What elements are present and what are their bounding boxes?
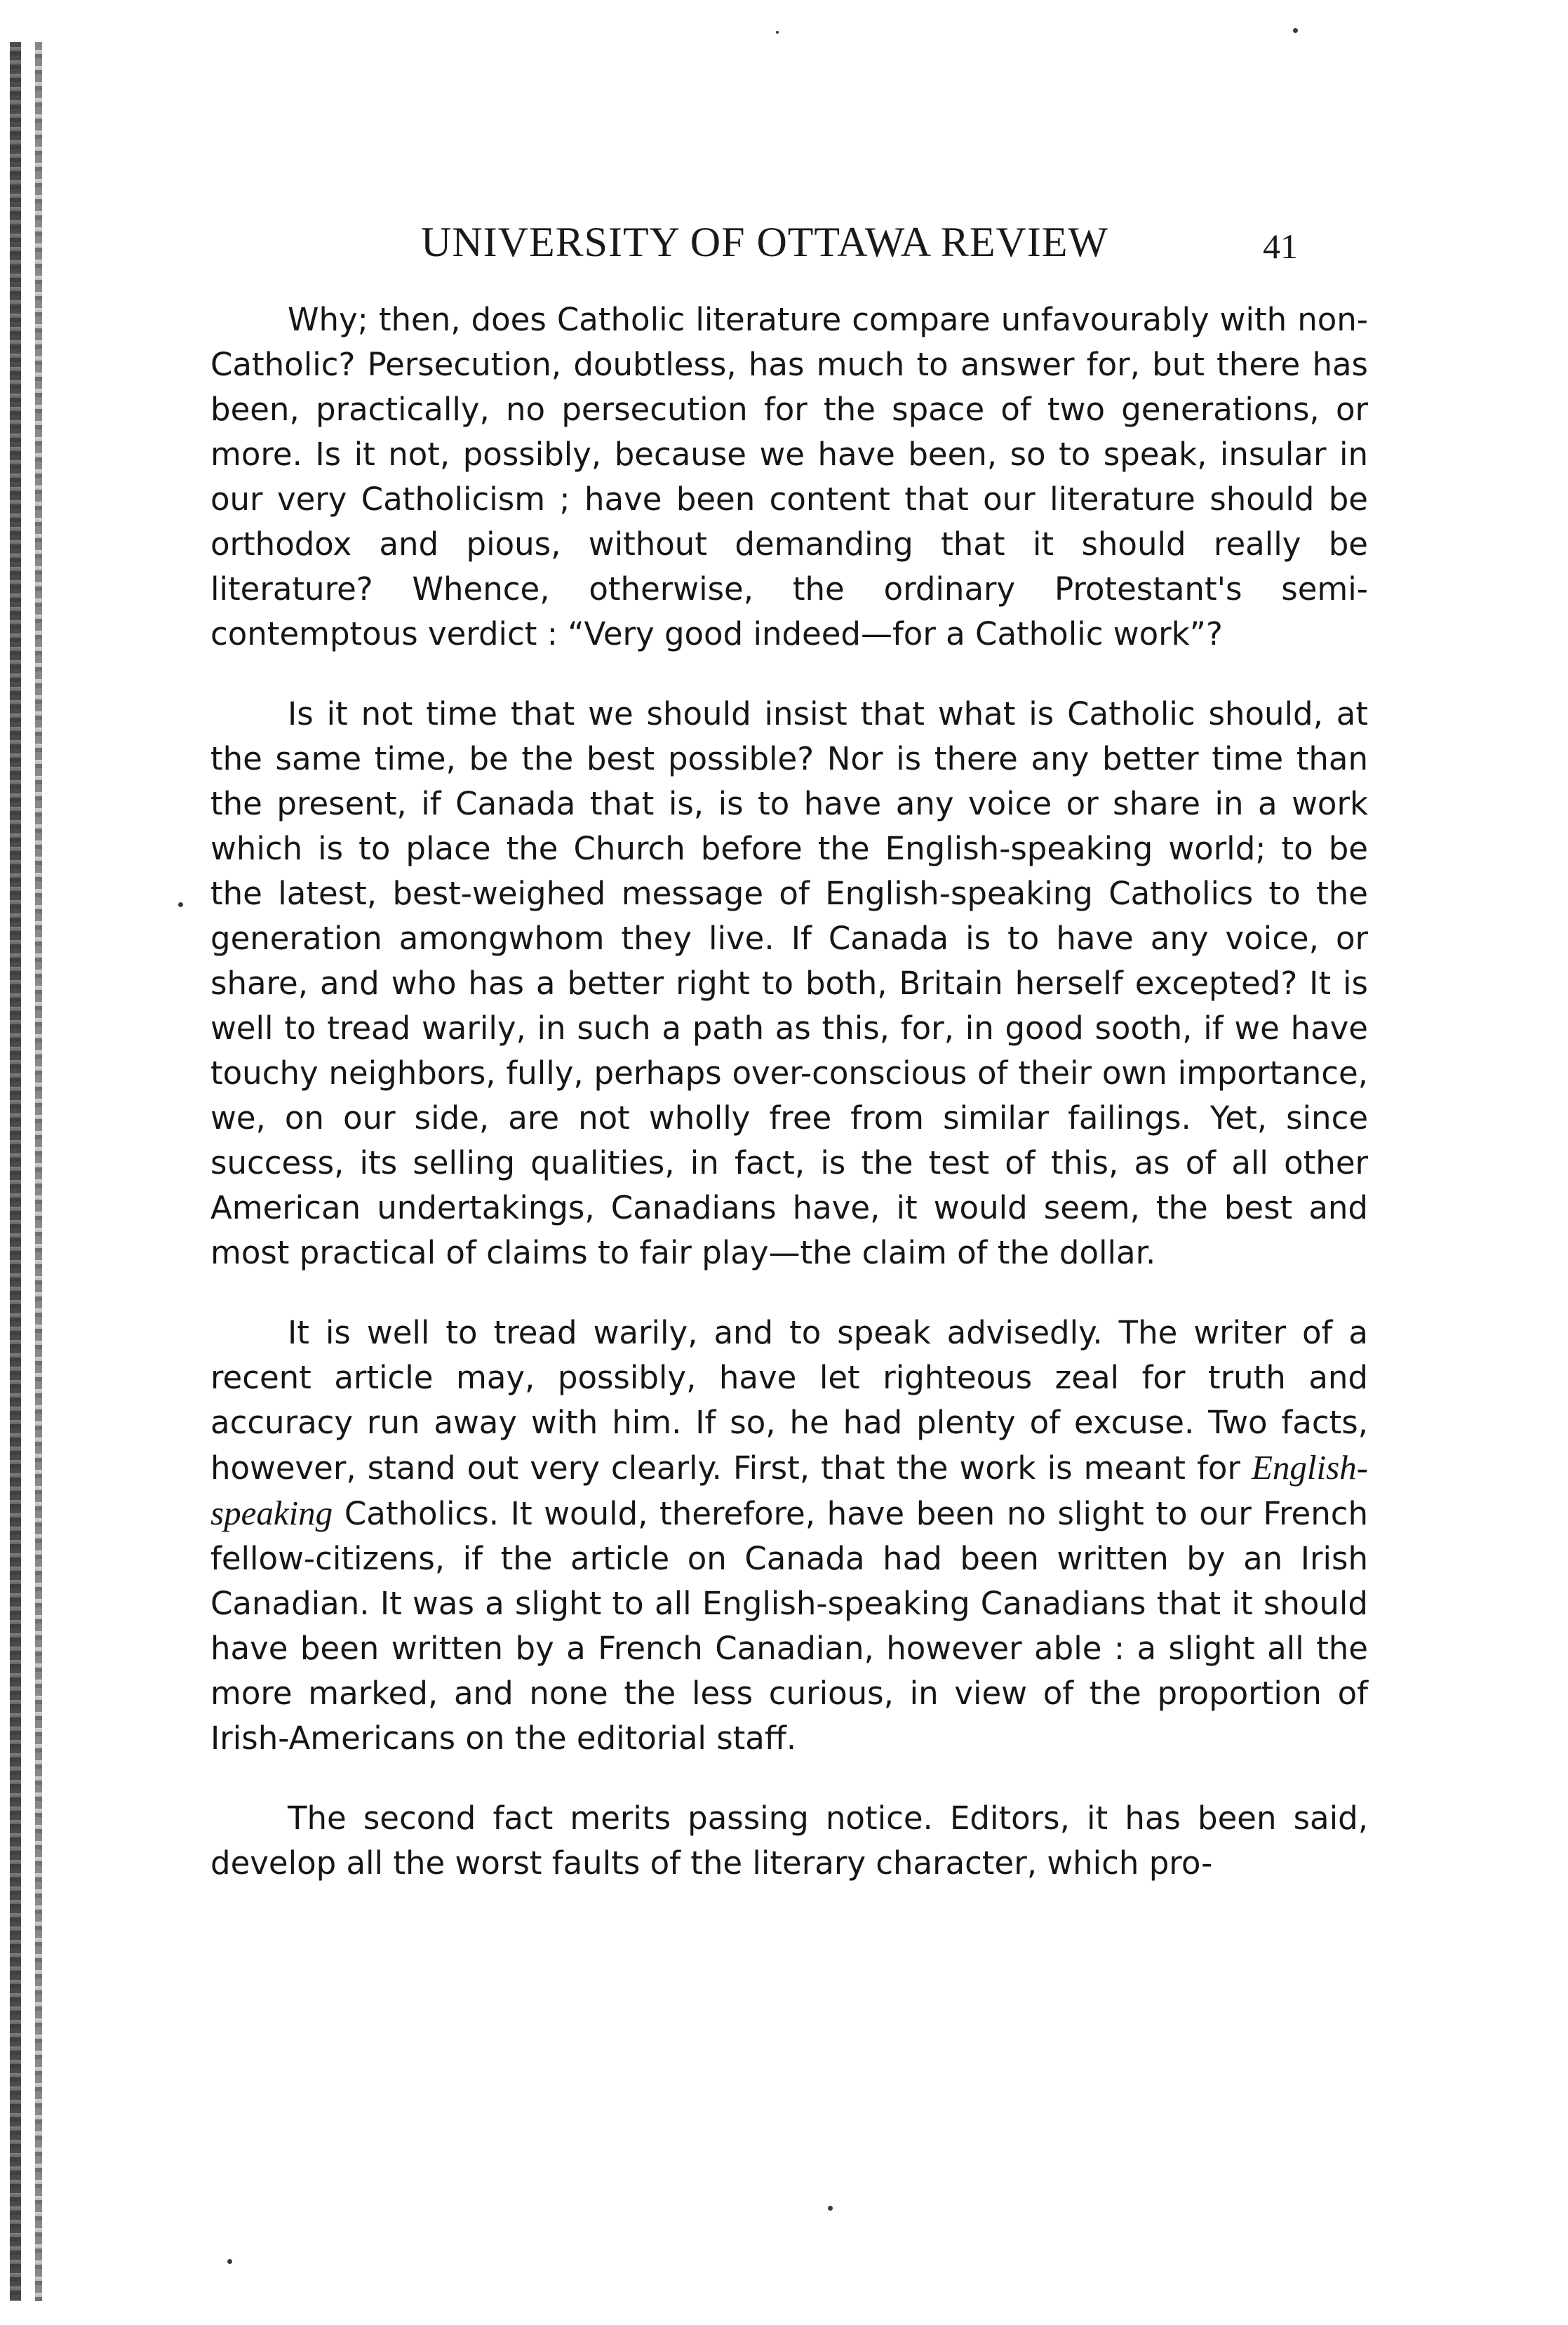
paper-speck: [227, 2259, 232, 2264]
paper-speck: [828, 2206, 833, 2211]
paragraph-4: The second fact merits passing notice. Editors, it has been said, develop all the worst faults of the literary character, which pro-: [210, 1800, 1368, 1882]
page-binding-shadow: [35, 42, 42, 2301]
paragraph-3: [210, 1311, 1368, 1761]
page-number: 41: [1263, 227, 1298, 266]
paragraph-3-text-after: Catholics. It would, therefore, have been no slight to our French fellow-citizens, if the article on Canada had been written by an Irish Canadian. It was a slight to all English-speaking Canadians that it should have been written by a French Canadian, however able : a slight all the more marked, and none the less curious, in view of the proportion of Irish-Americans on the editorial staff.: [210, 1495, 1368, 1757]
paragraph-2: Is it not time that we should insist that what is Catholic should, at the same time, be the best possible? Nor is there any better time than the present, if Canada that is, is to have any voice or share in a work which is to place the Church before the English-speaking world; to be the latest, best-weighed message of English-speaking Catholics to the generation amongwhom they live. If Canada is to have any voice, or share, and who has a better right to both, Britain herself excepted? It is well to tread warily, in such a path as this, for, in good sooth, if we have touchy neighbors, fully, perhaps over-conscious of their own importance, we, on our side, are not wholly free from similar failings. Yet, since success, its selling qualities, in fact, is the test of this, as of all other American undertakings, Canadians have, it would seem, the best and most practical of claims to fair play—the claim of the dollar.: [210, 695, 1368, 1271]
paragraph-3-text-before: It is well to tread warily, and to speak advisedly. The writer of a recent article may, possibly, have let righteous zeal for truth and accuracy run away with him. If so, he had plenty of excuse. Two facts, however, stand out very clearly. First, that the work is meant for: [210, 1314, 1368, 1487]
article-body: [210, 297, 1368, 1921]
running-head: [0, 210, 1568, 274]
paragraph-3-italic-phrase: English-speaking: [210, 1448, 1368, 1532]
paragraph-1: Why; then, does Catholic literature compare unfavourably with non-Catholic? Persecution, doubtless, has much to answer for, but there has been, practically, no persecution for the space of two generations, or more. Is it not, possibly, because we have been, so to speak, insular in our very Catholicism ; have been content that our literature should be orthodox and pious, without demanding that it should really be literature? Whence, otherwise, the ordinary Protestant's semi-contemptous verdict : “Very good indeed—for a Catholic work”?: [210, 301, 1368, 652]
journal-title: UNIVERSITY OF OTTAWA REVIEW: [421, 219, 1109, 265]
paper-speck: [776, 31, 779, 34]
page-binding-edge: [10, 42, 21, 2301]
paper-speck: [1293, 28, 1298, 33]
paper-speck: [178, 902, 183, 907]
